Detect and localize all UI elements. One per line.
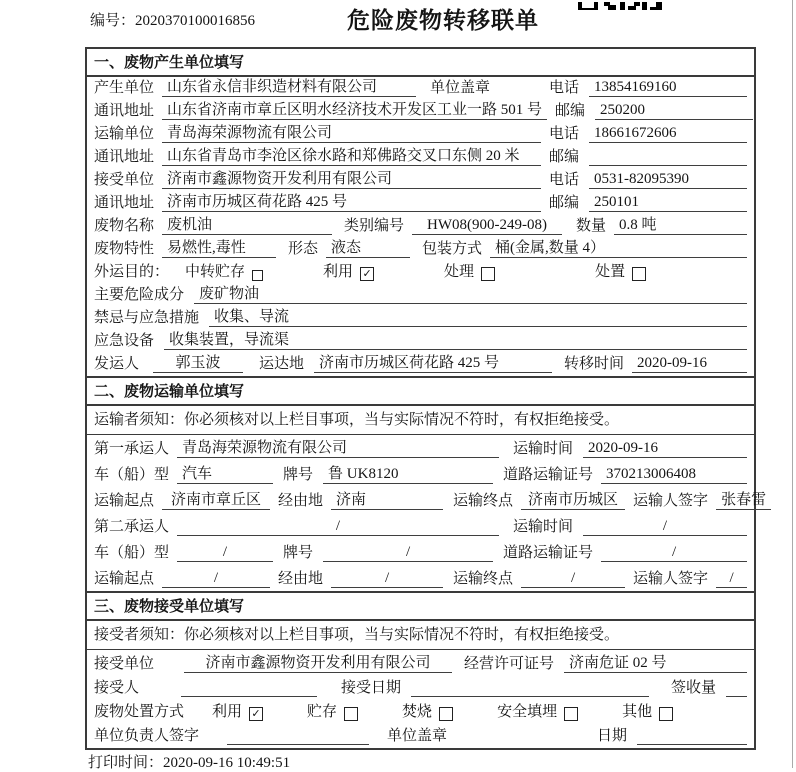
via-label: 经由地 <box>278 493 324 509</box>
vehicle-type-2-value: / <box>177 544 273 562</box>
accepting-unit-label: 接受单位 <box>94 656 155 672</box>
transport-end-label: 运输终点 <box>453 571 514 587</box>
page-edge-divider <box>792 0 793 768</box>
transport-time-label: 运输时间 <box>513 441 574 457</box>
transport-origin-label: 运输起点 <box>94 493 155 509</box>
transport-end-value: 济南市历城区 <box>521 488 625 510</box>
transport-origin-value: 济南市章丘区 <box>162 488 270 510</box>
received-quantity-value <box>726 679 747 697</box>
phone-label: 电话 <box>549 80 580 96</box>
producer-address-label: 通讯地址 <box>94 103 155 119</box>
carrier-signature-label: 运输人签字 <box>633 493 709 509</box>
purpose-transfer-storage-label: 中转贮存 <box>185 264 246 280</box>
destination-label: 运达地 <box>259 356 305 372</box>
print-time-label: 打印时间： <box>88 755 164 771</box>
first-carrier-label: 第一承运人 <box>94 441 170 457</box>
disposal-other-label: 其他 <box>622 704 653 720</box>
row-shipper <box>87 353 754 376</box>
row-vehicle-type-1 <box>87 461 754 487</box>
row-receiver-unit <box>87 169 754 192</box>
disposal-incinerate-checkbox <box>439 707 453 721</box>
emergency-equipment-label: 应急设备 <box>94 333 155 349</box>
transport-time-value: 2020-09-16 <box>583 440 747 458</box>
row-emergency-measures <box>87 307 754 330</box>
vehicle-type-value: 汽车 <box>177 462 273 484</box>
plate-number-2-value: / <box>323 544 493 562</box>
producer-address-value: 山东省济南市章丘区明水经济技术开发区工业一路 501 号 <box>162 98 547 120</box>
row-acceptor <box>87 676 754 700</box>
license-number-value: 济南危证 02 号 <box>564 651 747 673</box>
transport-origin-2-value: / <box>162 570 270 588</box>
purpose-use-checkbox: ✓ <box>360 267 374 281</box>
transfer-date-value: 2020-09-16 <box>632 355 747 373</box>
first-carrier-value: 青岛海荣源物流有限公司 <box>177 436 499 458</box>
disposal-method-label: 废物处置方式 <box>94 704 185 720</box>
row-first-carrier <box>87 435 754 461</box>
transporter-zip-value <box>589 148 747 166</box>
receiver-zip-value: 250101 <box>589 194 747 212</box>
responsible-signature-value <box>227 727 369 745</box>
row-waste-character <box>87 238 754 261</box>
shipper-label: 发运人 <box>94 356 140 372</box>
received-quantity-label: 签收量 <box>671 680 717 696</box>
emergency-measures-value: 收集、导流 <box>209 305 747 327</box>
row-emergency-equipment <box>87 330 754 353</box>
carrier-signature-label: 运输人签字 <box>633 571 709 587</box>
purpose-transfer-storage-checkbox <box>252 270 263 281</box>
unit-seal-label: 单位盖章 <box>387 728 448 744</box>
acceptor-value <box>181 679 317 697</box>
transport-time-2-value: / <box>583 518 747 536</box>
disposal-incinerate-label: 焚烧 <box>402 704 433 720</box>
receiver-address-label: 通讯地址 <box>94 195 155 211</box>
road-permit-label: 道路运输证号 <box>503 545 594 561</box>
transporter-unit-label: 运输单位 <box>94 126 155 142</box>
receiver-notice: 接受者须知：你必须核对以上栏目事项，当与实际情况不符时，有权拒绝接受。 <box>87 621 754 650</box>
row-second-carrier <box>87 513 754 539</box>
form-state-label: 形态 <box>288 241 319 257</box>
via-2-value: / <box>331 570 443 588</box>
packing-value: 桶(金属,数量 4） <box>490 236 747 258</box>
accepting-unit-value: 济南市鑫源物资开发利用有限公司 <box>184 651 452 673</box>
license-number-label: 经营许可证号 <box>464 656 555 672</box>
transport-time-label: 运输时间 <box>513 519 574 535</box>
phone-label: 电话 <box>549 126 580 142</box>
row-transport-route-2 <box>87 565 754 591</box>
row-producer-address <box>87 100 754 123</box>
packing-label: 包装方式 <box>422 241 483 257</box>
carrier-signature-2-value: / <box>716 570 747 588</box>
row-responsible-signature <box>87 724 754 748</box>
vehicle-type-label: 车（船）型 <box>94 467 170 483</box>
purpose-use-label: 利用 <box>323 264 354 280</box>
transporter-notice: 运输者须知：你必须核对以上栏目事项，当与实际情况不符时，有权拒绝接受。 <box>87 406 754 435</box>
acceptor-label: 接受人 <box>94 680 140 696</box>
row-disposal-method <box>87 700 754 724</box>
receiver-phone-value: 0531-82095390 <box>589 171 747 189</box>
transporter-unit-value: 青岛海荣源物流有限公司 <box>162 121 541 143</box>
destination-value: 济南市历城区荷花路 425 号 <box>314 351 552 373</box>
purpose-treat-checkbox <box>481 267 495 281</box>
plate-number-label: 牌号 <box>283 545 314 561</box>
disposal-use-checkbox: ✓ <box>249 707 263 721</box>
road-permit-value: 370213006408 <box>601 466 747 484</box>
disposal-landfill-label: 安全填埋 <box>497 704 558 720</box>
print-time-value: 2020-09-16 10:49:51 <box>163 755 291 771</box>
producer-unit-label: 产生单位 <box>94 80 155 96</box>
section-3-header: 三、废物接受单位填写 <box>87 591 754 621</box>
section-1-header: 一、废物产生单位填写 <box>87 49 754 77</box>
vehicle-type-label: 车（船）型 <box>94 545 170 561</box>
responsible-signature-label: 单位负责人签字 <box>94 728 200 744</box>
phone-label: 电话 <box>549 172 580 188</box>
section-2-header: 二、废物运输单位填写 <box>87 376 754 406</box>
print-time <box>88 751 290 772</box>
main-hazard-label: 主要危险成分 <box>94 287 185 303</box>
emergency-equipment-value: 收集装置，导流渠 <box>164 328 747 350</box>
second-carrier-label: 第二承运人 <box>94 519 170 535</box>
quantity-label: 数量 <box>576 218 607 234</box>
manifest-form-table <box>85 47 767 750</box>
via-label: 经由地 <box>278 571 324 587</box>
doc-number-label: 编号： <box>90 13 136 29</box>
transport-end-2-value: / <box>521 570 625 588</box>
accept-date-label: 接受日期 <box>341 680 402 696</box>
row-transporter-unit <box>87 123 754 146</box>
purpose-dispose-label: 处置 <box>595 264 626 280</box>
producer-zip-value: 250200 <box>595 102 753 120</box>
waste-name-value: 废机油 <box>162 213 332 235</box>
shipper-value: 郭玉波 <box>153 351 243 373</box>
main-hazard-value: 废矿物油 <box>194 282 747 304</box>
row-transport-route-1 <box>87 487 767 513</box>
row-transport-purpose <box>87 261 754 284</box>
transport-end-label: 运输终点 <box>453 493 514 509</box>
producer-phone-value: 13854169160 <box>589 79 747 97</box>
zip-label: 邮编 <box>549 195 580 211</box>
disposal-storage-label: 贮存 <box>307 704 338 720</box>
zip-label: 邮编 <box>549 149 580 165</box>
category-code-value: HW08(900-249-08) <box>412 217 562 235</box>
disposal-use-label: 利用 <box>212 704 243 720</box>
transport-origin-label: 运输起点 <box>94 571 155 587</box>
category-code-label: 类别编号 <box>344 218 405 234</box>
via-value: 济南 <box>331 488 443 510</box>
transfer-date-label: 转移时间 <box>564 356 625 372</box>
doc-number-value: 2020370100016856 <box>135 13 256 29</box>
waste-character-value: 易燃性,毒性 <box>162 236 276 258</box>
emergency-measures-label: 禁忌与应急措施 <box>94 310 200 326</box>
transporter-phone-value: 18661672606 <box>589 125 747 143</box>
purpose-treat-label: 处理 <box>444 264 475 280</box>
plate-number-value: 鲁 UK8120 <box>323 462 493 484</box>
road-permit-2-value: / <box>601 544 747 562</box>
waste-character-label: 废物特性 <box>94 241 155 257</box>
disposal-storage-checkbox <box>344 707 358 721</box>
row-accepting-unit <box>87 650 754 676</box>
disposal-landfill-checkbox <box>564 707 578 721</box>
carrier-signature-value: 张春雷 <box>716 488 771 510</box>
purpose-dispose-checkbox <box>632 267 646 281</box>
row-main-hazard <box>87 284 754 307</box>
row-vehicle-type-2 <box>87 539 754 565</box>
date-value <box>637 727 747 745</box>
date-label: 日期 <box>597 728 628 744</box>
transporter-address-value: 山东省青岛市李沧区徐水路和郑佛路交叉口东侧 20 米 <box>162 144 541 166</box>
waste-name-label: 废物名称 <box>94 218 155 234</box>
quantity-value: 0.8 吨 <box>614 213 747 235</box>
transport-purpose-label: 外运目的： <box>94 264 170 280</box>
row-producer-unit <box>87 77 754 100</box>
doc-title: 危险废物转移联单 <box>347 8 539 34</box>
row-transporter-address <box>87 146 754 169</box>
unit-seal-label: 单位盖章 <box>430 80 491 96</box>
receiver-address-value: 济南市历城区荷花路 425 号 <box>162 190 541 212</box>
accept-date-value <box>411 679 649 697</box>
plate-number-label: 牌号 <box>283 467 314 483</box>
road-permit-label: 道路运输证号 <box>503 467 594 483</box>
producer-unit-value: 山东省永信非织造材料有限公司 <box>162 75 416 97</box>
disposal-other-checkbox <box>659 707 673 721</box>
second-carrier-value: / <box>177 518 499 536</box>
form-state-value: 液态 <box>326 236 410 258</box>
receiver-unit-label: 接受单位 <box>94 172 155 188</box>
zip-label: 邮编 <box>555 103 586 119</box>
transporter-address-label: 通讯地址 <box>94 149 155 165</box>
row-receiver-address <box>87 192 754 215</box>
row-waste-name <box>87 215 754 238</box>
receiver-unit-value: 济南市鑫源物资开发利用有限公司 <box>162 167 541 189</box>
